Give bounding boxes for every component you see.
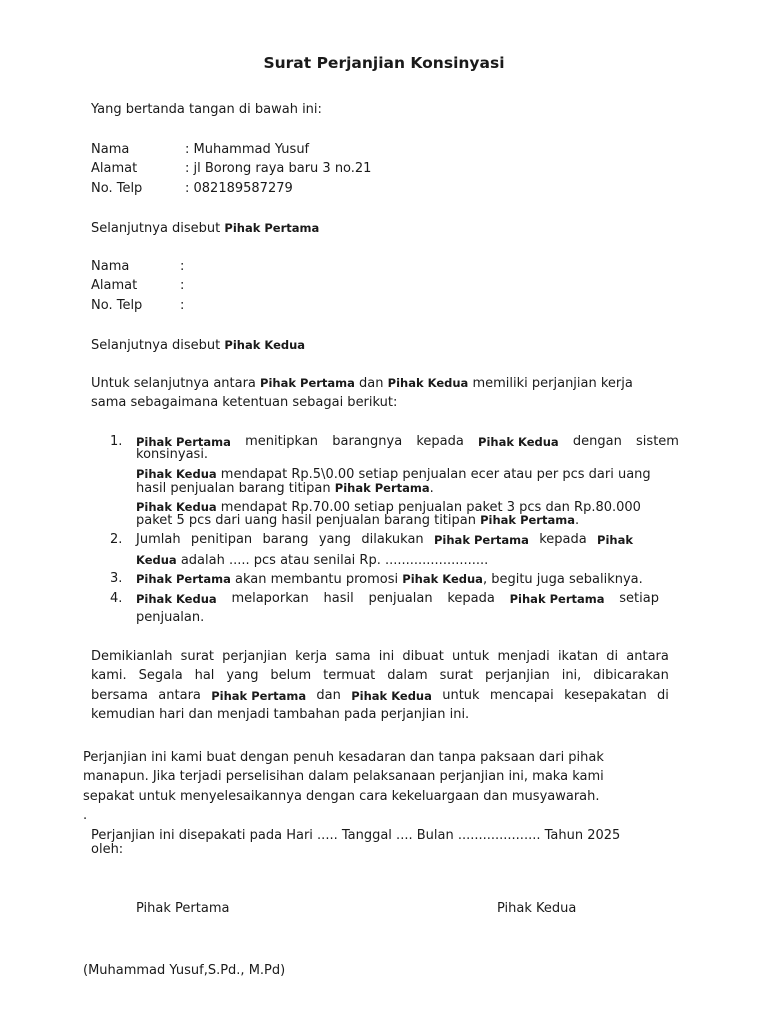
term-bold: Pihak Pertama — [136, 572, 231, 586]
party2-alamat-label: Alamat — [91, 278, 138, 293]
closing2-line3: sepakat untuk menyelesaikannya dengan cara kekeluargaan dan musyawarah. — [83, 789, 600, 804]
party2-nama-value: : — [180, 259, 185, 274]
party1-telp-label: No. Telp — [91, 181, 143, 196]
party1-designation-name: Pihak Pertama — [224, 221, 320, 235]
term-word: Pihak Kedua — [136, 592, 217, 606]
term-text: , begitu juga sebaliknya. — [482, 572, 643, 587]
term-text: paket 5 pcs dari uang hasil penjualan barang titipan — [136, 513, 481, 528]
party1-nama-label: Nama — [91, 142, 130, 157]
term-text: hasil penjualan barang titipan — [136, 481, 335, 496]
party2-designation — [91, 337, 305, 354]
party1-telp-value: : 082189587279 — [185, 181, 293, 196]
term-word: setiap — [619, 591, 659, 606]
date-line: Perjanjian ini disepakati pada Hari ..... Tanggal .... Bulan .................... Tahun 2025 — [91, 828, 621, 843]
term-word: yang — [318, 532, 352, 547]
closing-word: sama — [335, 649, 371, 664]
term-word: penitipan — [190, 532, 253, 547]
closing-word: yang — [226, 668, 259, 683]
term-word: dilakukan — [361, 532, 424, 547]
closing-word: ikatan — [557, 649, 599, 664]
term-bold: Pihak Kedua — [136, 500, 217, 514]
term-bold: Pihak Pertama — [480, 513, 575, 527]
closing-word: di — [657, 688, 669, 703]
document-title: Surat Perjanjian Konsinyasi — [263, 54, 505, 72]
signatory-name: (Muhammad Yusuf,S.Pd., M.Pd) — [83, 963, 286, 978]
closing-word: ini, — [561, 668, 582, 683]
term-word: Pihak — [597, 533, 633, 547]
term2-line1 — [136, 532, 633, 548]
list-item-number: 3. — [110, 571, 123, 586]
closing2-dot: . — [83, 808, 88, 823]
term3-line1 — [136, 571, 643, 588]
term-text: . — [574, 513, 580, 528]
closing-word: Pihak Kedua — [351, 689, 432, 703]
party2-telp-label: No. Telp — [91, 298, 143, 313]
party2-telp-value: : — [180, 298, 185, 313]
closing-word: menjadi — [497, 649, 550, 664]
closing-word: untuk — [451, 649, 490, 664]
party2-nama-label: Nama — [91, 259, 130, 274]
term-bold: Kedua — [136, 553, 177, 567]
closing-word: dibicarakan — [593, 668, 669, 683]
term-word: barangnya — [332, 434, 403, 449]
term2-line2 — [136, 552, 488, 569]
closing-word: hal — [194, 668, 215, 683]
closing-word: belum — [270, 668, 312, 683]
term-word: menitipkan — [245, 434, 319, 449]
term-word: kepada — [416, 434, 464, 449]
closing-word: bersama — [91, 688, 148, 703]
agreement-intro-line2: sama sebagaimana ketentuan sebagai berikut: — [91, 395, 398, 410]
agreement-intro-line1 — [91, 375, 633, 392]
party1-nama-value: : Muhammad Yusuf — [185, 142, 310, 157]
term1-line2: konsinyasi. — [136, 447, 209, 462]
term-text: . — [429, 481, 434, 496]
party1-alamat-label: Alamat — [91, 161, 138, 176]
term1-para2-line2 — [136, 480, 434, 497]
closing-word: dan — [316, 688, 341, 703]
agreement-intro-text: dan — [354, 376, 388, 391]
term-word: kepada — [539, 532, 587, 547]
closing-word: antara — [158, 688, 201, 703]
closing-word: perjanjian — [222, 649, 287, 664]
closing-word: kesepakatan — [564, 688, 647, 703]
term-word: sistem — [636, 434, 679, 449]
closing-word: surat — [180, 649, 215, 664]
term-text: adalah ..... pcs atau senilai Rp. ......................... — [176, 553, 489, 568]
party1-alamat-value: : jl Borong raya baru 3 no.21 — [185, 161, 372, 176]
signature-pihak-pertama: Pihak Pertama — [136, 901, 230, 916]
term-word: Pihak Kedua — [478, 435, 559, 449]
term4-line2: penjualan. — [136, 610, 205, 625]
term-word: hasil — [323, 591, 354, 606]
party1-designation — [91, 220, 319, 237]
term1-para3-line2 — [136, 512, 579, 529]
term-text: mendapat Rp.5\0.00 setiap penjualan ecer atau per pcs dari uang — [216, 467, 651, 482]
term-bold: Pihak Kedua — [136, 467, 217, 481]
closing-word: Demikianlah — [91, 649, 173, 664]
intro-text: Yang bertanda tangan di bawah ini: — [91, 102, 322, 117]
closing-word: dibuat — [402, 649, 444, 664]
closing-word: surat — [439, 668, 474, 683]
term-word: dengan — [572, 434, 622, 449]
term-text: mendapat Rp.70.00 setiap penjualan paket 3 pcs dan Rp.80.000 — [216, 500, 641, 515]
term-bold: Pihak Kedua — [402, 572, 483, 586]
agreement-intro-text: Untuk selanjutnya antara — [91, 376, 261, 391]
term-text: akan membantu promosi — [230, 572, 403, 587]
list-item-number: 2. — [110, 532, 123, 547]
closing-word: Pihak Pertama — [211, 689, 307, 703]
closing-word: Segala — [138, 668, 183, 683]
closing-word: kami. — [91, 668, 127, 683]
closing-word: di — [606, 649, 619, 664]
term-word: kepada — [447, 591, 495, 606]
term-word: barang — [262, 532, 309, 547]
party2-designation-prefix: Selanjutnya disebut — [91, 338, 225, 353]
term4-line1 — [136, 591, 659, 607]
closing-word: untuk — [442, 688, 480, 703]
list-item-number: 1. — [110, 434, 123, 449]
closing1-line1 — [91, 649, 669, 665]
closing-word: kerja — [295, 649, 328, 664]
term-word: Pihak Pertama — [509, 592, 605, 606]
closing1-line2 — [91, 668, 669, 684]
term-word: penjualan — [368, 591, 433, 606]
closing-word: mencapai — [489, 688, 554, 703]
closing-word: antara — [626, 649, 669, 664]
agreement-intro-text: memiliki perjanjian kerja — [468, 376, 633, 391]
closing-word: dalam — [387, 668, 428, 683]
agreement-intro-pihak-kedua: Pihak Kedua — [387, 376, 469, 390]
party1-designation-prefix: Selanjutnya disebut — [91, 221, 225, 236]
closing-word: perjanjian — [484, 668, 550, 683]
term-word: Pihak Pertama — [434, 533, 529, 547]
closing1-line4: kemudian hari dan menjadi tambahan pada perjanjian ini. — [91, 707, 470, 722]
party2-alamat-value: : — [180, 278, 185, 293]
agreement-intro-pihak-pertama: Pihak Pertama — [260, 376, 355, 390]
date-line-oleh: oleh: — [91, 842, 124, 857]
closing1-line3 — [91, 688, 669, 704]
term-word: Pihak Pertama — [136, 435, 231, 449]
term-word: Jumlah — [136, 532, 181, 547]
party2-designation-name: Pihak Kedua — [224, 338, 306, 352]
list-item-number: 4. — [110, 591, 123, 606]
closing2-line1: Perjanjian ini kami buat dengan penuh kesadaran dan tanpa paksaan dari pihak — [83, 750, 604, 765]
term-bold: Pihak Pertama — [334, 481, 430, 495]
term1-line1 — [136, 434, 679, 450]
term-word: melaporkan — [231, 591, 309, 606]
closing-word: termuat — [323, 668, 376, 683]
closing2-line2: manapun. Jika terjadi perselisihan dalam pelaksanaan perjanjian ini, maka kami — [83, 769, 604, 784]
closing-word: ini — [378, 649, 395, 664]
signature-pihak-kedua: Pihak Kedua — [497, 901, 577, 916]
